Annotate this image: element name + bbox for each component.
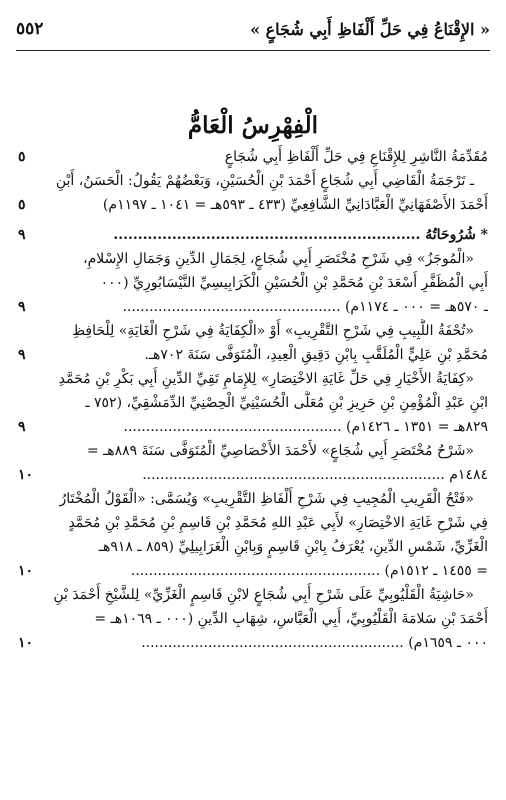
- page-header: [16, 14, 490, 44]
- entry-text: «حَاشِيَةُ الْقَلْيُوبِيِّ عَلَى شَرْحِ أَبِي شُجَاعٍ لابْنِ قَاسِمٍ الْغَزِّيِّ» لِلشَّيْخِ أَحْمَدَ بْنِ: [53, 587, 474, 603]
- index-line: [18, 343, 488, 367]
- entry-text: ـ ٥٧٠هـ = ٠٠٠ ـ ١١٧٤م) .................................................: [122, 299, 488, 315]
- entry-page-number: ٩: [18, 299, 26, 315]
- running-title: « الإِقْنَاعُ فِي حَلِّ أَلْفَاظِ أَبِي شُجَاعٍ »: [250, 19, 490, 39]
- index-line: [18, 559, 488, 583]
- entry-page-number: ١٠: [18, 467, 34, 483]
- entry-text: «كِفَايَةُ الأَخْيَارِ فِي حَلِّ غَايَةِ الاخْتِصَارِ» لِلإِمَامِ تَقِيِّ الدِّينِ أَبِي بَكْرِ بْنِ مُحَمَّدِ: [58, 371, 474, 387]
- entry-text: أَحْمَدَ الأَصْفَهَانِيِّ الْعَبَّادَانِيِّ الشَّافِعِيِّ (٤٣٣ ـ ٥٩٣هـ = ١٠٤١ ـ ١١٩٧م): [102, 197, 488, 213]
- entry-text: ١٤٨٤م ....................................................................: [142, 467, 488, 483]
- index-line: [18, 145, 488, 169]
- index-line: [18, 607, 488, 631]
- entry-text: ـ تَرْجَمَةُ الْقَاضِي أَبِي شُجَاعٍ أَحْمَدَ بْنِ الْحُسَيْنِ، وَبَعْضُهُمْ يَقُولُ: الْحَسَنُ، أَبْنِ: [55, 173, 474, 189]
- entry-text: «شَرْحُ مُخْتَصَرِ أَبِي شُجَاعٍ» لأَحْمَدَ الأَخْصَاصِيِّ الْمُتَوَفَّى سَنَةَ ٨٨٩هـ =: [86, 443, 474, 459]
- entry-text: ٨٢٩هـ = ١٣٥١ ـ ١٤٢٦م) .................................................: [123, 419, 488, 435]
- entry-text: الْغَزِّيِّ، شَمْسِ الدِّينِ، يُعْرَفُ بِابْنِ قَاسِمٍ وَبِابْنِ الْغَرَابِيلِيِّ (٨٥٩ ـ ٩١٨هـ: [98, 539, 488, 555]
- entry-page-number: ١٠: [18, 563, 34, 579]
- entry-text: «الْمُوجَزُ» فِي شَرْحِ مُخْتَصَرِ أَبِي شُجَاعٍ، لِجَمَالِ الدِّينِ وَجَمَالِ الإِسْلامِ،: [83, 251, 474, 267]
- index-line: [18, 487, 488, 511]
- entry-text: = ١٤٥٥ ـ ١٥١٢م) ........................................................: [130, 563, 488, 579]
- entry-page-number: ٥: [18, 149, 26, 165]
- index-line: [18, 391, 488, 415]
- page-number: ٥٥٢: [16, 19, 44, 39]
- index-line: [18, 247, 488, 271]
- entry-text: «تُحْفَةُ اللَّبِيبِ فِي شَرْحِ التَّقْرِيبِ» أَوْ «الْكِفَايَةُ فِي شَرْحِ الْغَايَةِ» لِلْحَافِظِ: [72, 323, 474, 339]
- index-line: [18, 631, 488, 655]
- entry-text: ٠٠٠ ـ ١٦٥٩م) ...........................................................: [141, 635, 488, 651]
- index-line: [18, 439, 488, 463]
- index-line: [18, 271, 488, 295]
- index-line: [18, 583, 488, 607]
- index-line: [18, 295, 488, 319]
- header-rule: [16, 50, 490, 51]
- entry-text: ابْنِ عَبْدِ الْمُؤْمِنِ بْنِ حَرِيزِ بْنِ مُعَلَّى الْحُسَيْنِيِّ الْحِصْنِيِّ الدِّمَشْقِيِّ، (٧٥٢ ـ: [85, 395, 488, 411]
- index-line: [18, 463, 488, 487]
- section-heading: * شُرُوحَاتُهُ ...............................................................: [113, 227, 488, 243]
- entry-page-number: ١٠: [18, 635, 34, 651]
- entry-text: مُحَمَّدِ بْنِ عَلِيٍّ الْمُلَقَّبِ بِابْنِ دَقِيقِ الْعِيدِ، الْمُتَوَفَّى سَنَةَ ٧٠٢هـ.: [144, 347, 488, 363]
- index-title: الْفِهْرِسُ الْعَامُّ: [187, 112, 319, 139]
- entry-text: فِي شَرْحِ غَايَةِ الاخْتِصَارِ» لأَبِي عَبْدِ اللهِ مُحَمَّدِ بْنِ قَاسِمِ بْنِ مُحَمَّدِ بْنِ مُحَمَّدٍ: [68, 515, 488, 531]
- index-line: [18, 367, 488, 391]
- index-line: [18, 415, 488, 439]
- entry-text: أَبِي الْمُظَفَّرِ أَسْعَدَ بْنِ مُحَمَّدِ بْنِ الْحُسَيْنِ الْكَرَابِيسِيِّ النَّيْسَابُورِيِّ (٠٠٠: [100, 275, 488, 291]
- entry-page-number: ٩: [18, 227, 26, 243]
- entry-page-number: ٩: [18, 347, 26, 363]
- index-line: [18, 319, 488, 343]
- entry-page-number: ٥: [18, 197, 26, 213]
- index-line: [18, 169, 488, 193]
- entry-page-number: ٩: [18, 419, 26, 435]
- index-entries: [18, 145, 488, 655]
- entry-text: مُقَدِّمَةُ النَّاشِرِ لِلإِقْنَاعِ فِي حَلِّ أَلْفَاظِ أَبِي شُجَاعٍ: [224, 149, 488, 165]
- entry-text: أَحْمَدَ بْنِ سَلامَةَ الْقَلْيُوبِيِّ، أَبِي الْعَبَّاسِ، شِهَابِ الدِّينِ (٠٠٠ ـ ١٠٦٩هـ =: [94, 611, 488, 627]
- index-line: [18, 511, 488, 535]
- index-line: [18, 223, 488, 247]
- entry-text: «فَتْحُ الْقَرِيبِ الْمُجِيبِ فِي شَرْحِ أَلْفَاظِ التَّقْرِيبِ» وَيُسَمَّى: «الْقَوْلُ الْمُخْتَارُ: [59, 491, 474, 507]
- index-line: [18, 535, 488, 559]
- index-line: [18, 193, 488, 217]
